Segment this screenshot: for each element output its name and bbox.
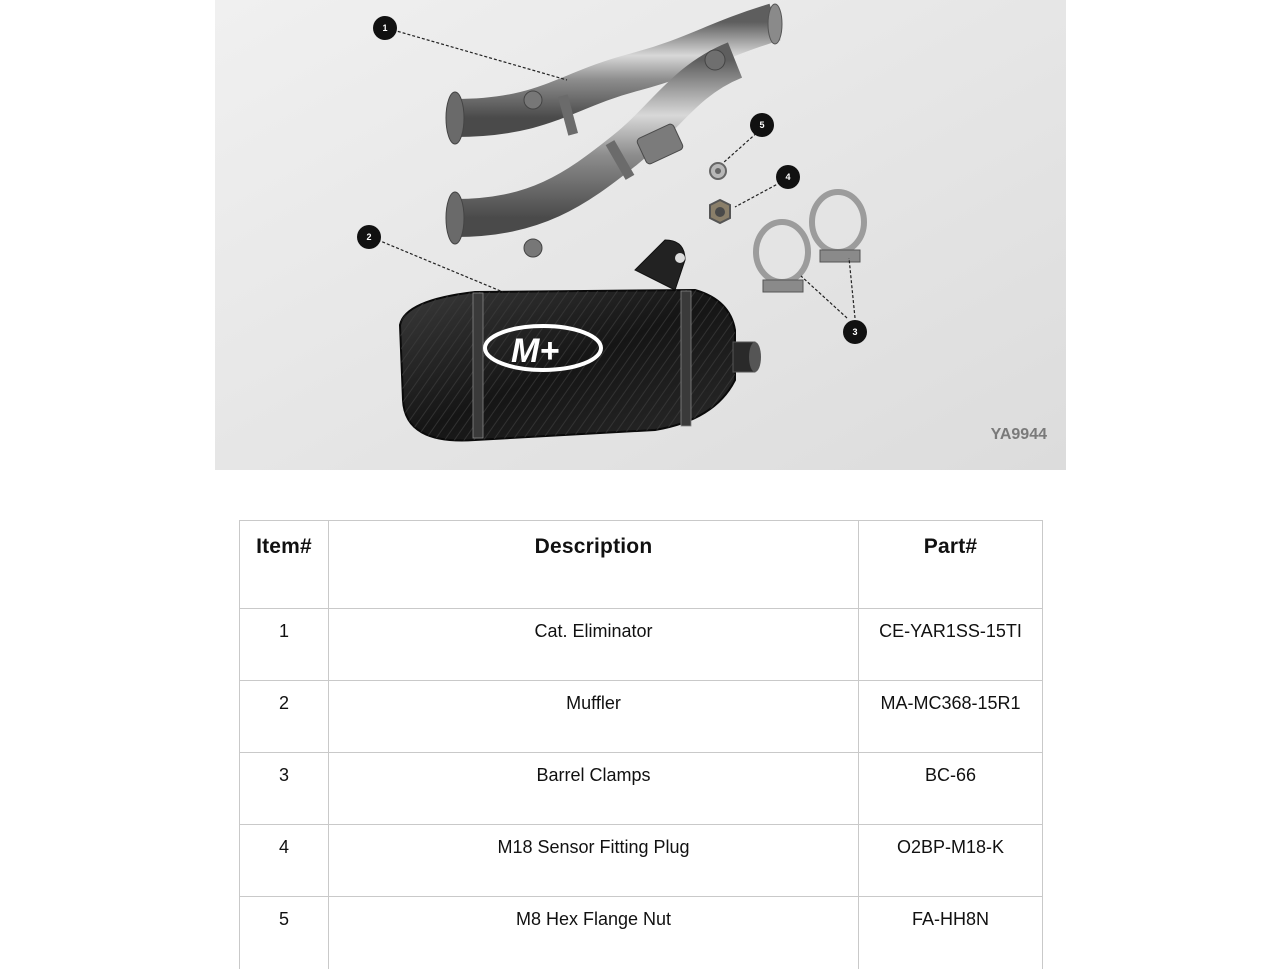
cell-description: Muffler (329, 681, 859, 753)
cell-description: M8 Hex Flange Nut (329, 897, 859, 969)
table-row (240, 609, 1043, 681)
callout-1 (373, 16, 397, 40)
cell-item: 3 (240, 753, 329, 825)
cell-item: 2 (240, 681, 329, 753)
muffler-logo: M+ (511, 332, 560, 370)
sensor-fitting-plug (710, 200, 730, 223)
callout-5 (750, 113, 774, 137)
cell-description: M18 Sensor Fitting Plug (329, 825, 859, 897)
reference-code: YA9944 (990, 426, 1047, 443)
header-item: Item# (240, 521, 329, 609)
header-part: Part# (859, 521, 1043, 609)
table-header-row (240, 521, 1043, 609)
cell-description: Cat. Eliminator (329, 609, 859, 681)
hex-flange-nut (710, 163, 726, 179)
cell-part: MA-MC368-15R1 (859, 681, 1043, 753)
table-row (240, 681, 1043, 753)
cell-item: 1 (240, 609, 329, 681)
callout-2 (357, 225, 381, 249)
callout-4 (776, 165, 800, 189)
callout-3 (843, 320, 867, 344)
product-photo (215, 0, 1066, 470)
table-row (240, 897, 1043, 969)
cell-part: FA-HH8N (859, 897, 1043, 969)
svg-text:2: 2 (366, 232, 372, 242)
cell-item: 5 (240, 897, 329, 969)
svg-text:3: 3 (852, 327, 858, 337)
table-row (240, 825, 1043, 897)
cell-part: O2BP-M18-K (859, 825, 1043, 897)
cell-item: 4 (240, 825, 329, 897)
parts-table (239, 520, 1043, 969)
cell-part: BC-66 (859, 753, 1043, 825)
cell-part: CE-YAR1SS-15TI (859, 609, 1043, 681)
svg-text:4: 4 (785, 172, 791, 182)
svg-text:1: 1 (382, 23, 388, 33)
cell-description: Barrel Clamps (329, 753, 859, 825)
table-row (240, 753, 1043, 825)
header-description: Description (329, 521, 859, 609)
svg-text:5: 5 (759, 120, 765, 130)
